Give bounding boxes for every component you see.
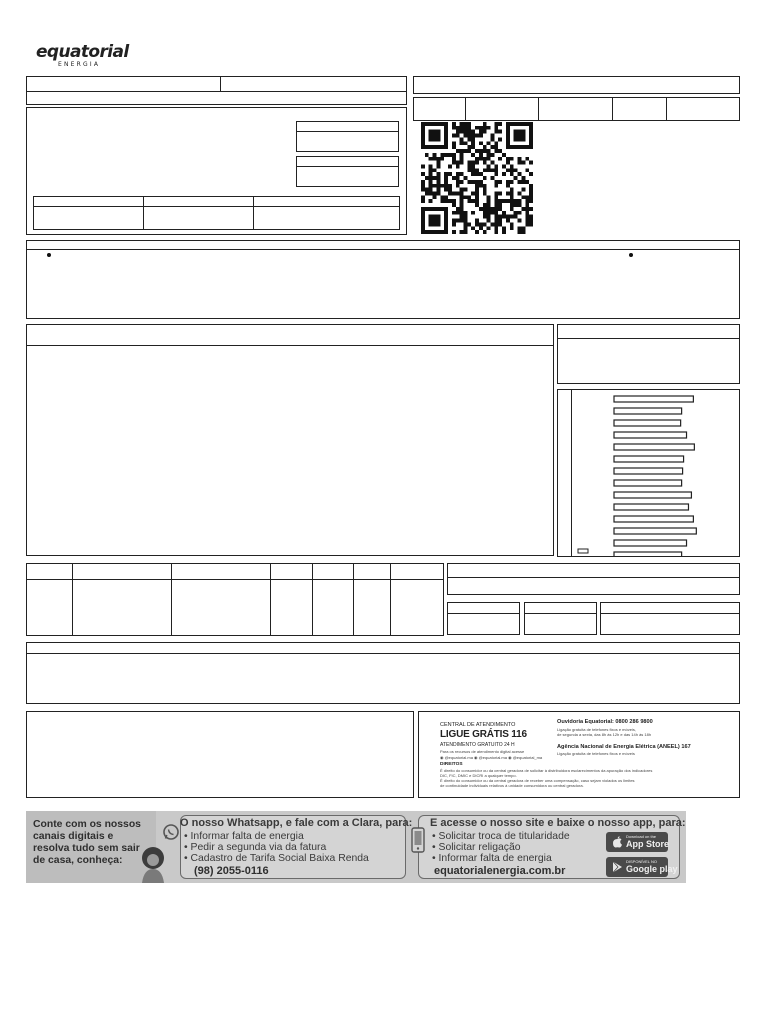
central-title: CENTRAL DE ATENDIMENTO: [440, 722, 516, 728]
social-handle-2[interactable]: @equatorial.ma: [478, 755, 507, 760]
history-bar: [614, 552, 682, 556]
whatsapp-item-3: • Cadastro de Tarifa Social Baixa Renda: [184, 853, 369, 864]
google-play-label: Google play: [626, 864, 678, 874]
reading-box-2: [296, 156, 399, 187]
history-bar: [614, 492, 691, 498]
billing-summary-table: [413, 97, 740, 121]
history-bar: [614, 516, 693, 522]
social-media-icon: ◉: [508, 755, 512, 760]
google-play-icon: [612, 861, 623, 873]
digital-channels-banner: [26, 811, 686, 883]
app-item-1: • Solicitar troca de titularidade: [432, 831, 570, 842]
social-media-icon: ◉: [440, 755, 444, 760]
ouvidoria-note-1: Ligação gratuita de telefones fixos e móveis,: [557, 727, 636, 732]
invoice-items-box: [26, 324, 554, 556]
social-links: [440, 755, 542, 760]
apple-icon: [612, 836, 623, 848]
history-bar: [614, 480, 682, 486]
quality-indicators-box: [447, 563, 740, 595]
logo-wordmark: equatorial: [36, 42, 129, 62]
measurement-table: [26, 563, 444, 636]
history-bar: [614, 420, 681, 426]
google-play-badge[interactable]: [606, 857, 678, 877]
aneel-title: Agência Nacional de Energia Elétrica (ANEEL) 167: [557, 744, 691, 750]
rights-line-2: DIC, FIC, DMIC e DICRI a qualquer tempo.: [440, 773, 517, 778]
app-store-badge[interactable]: [606, 832, 668, 852]
reading-box-1: [296, 121, 399, 152]
whatsapp-item-2: • Pedir a segunda via da fatura: [184, 842, 327, 853]
payment-slip-box: [26, 711, 414, 798]
ouvidoria-title: Ouvidoria Equatorial: 0800 286 9800: [557, 719, 653, 725]
social-handle-1[interactable]: @equatorial.ma: [444, 755, 473, 760]
history-bar: [614, 504, 688, 510]
pix-qr-code: [418, 122, 536, 234]
rights-title: DIREITOS: [440, 762, 463, 767]
history-bar: [614, 444, 694, 450]
rights-line-3: É direito do consumidor ou da central geradora de receber uma compensação, caso sejam violados os limites: [440, 778, 635, 783]
chart-legend-marker: [578, 549, 588, 553]
history-bar: [614, 396, 693, 402]
central-hours: ATENDIMENTO GRATUITO 24 H: [440, 742, 515, 748]
app-store-small: Download on the: [626, 834, 657, 839]
banner-lead-text: Conte com os nossos canais digitais e resolva tudo sem sair de casa, conheça:: [33, 819, 141, 866]
assistant-avatar-icon: [138, 845, 168, 883]
whatsapp-number[interactable]: (98) 2055-0116: [194, 865, 269, 877]
app-item-3: • Informar falta de energia: [432, 853, 552, 864]
due-date-box: [557, 324, 740, 384]
classification-table: [33, 196, 400, 230]
billing-header-box: [413, 76, 740, 94]
whatsapp-icon: [162, 823, 180, 841]
history-bar: [614, 408, 682, 414]
app-item-2: • Solicitar religação: [432, 842, 521, 853]
ouvidoria-note-2: de segunda a sexta, das 8h às 12h e das 14h às 18h: [557, 732, 652, 737]
aneel-note: Ligação gratuita de telefones fixos e móveis: [557, 751, 635, 756]
history-bar: [614, 540, 687, 546]
tax-box-1: [447, 602, 520, 635]
social-media-icon: ◉: [474, 755, 478, 760]
consumption-history-bars: [572, 390, 738, 556]
app-title: E acesse o nosso site e baixe o nosso app, para:: [430, 817, 686, 829]
bullet: [47, 253, 51, 257]
central-phone: LIGUE GRÁTIS 116: [440, 729, 527, 740]
tax-box-2: [524, 602, 597, 635]
app-store-label: App Store: [626, 839, 670, 849]
whatsapp-item-1: • Informar falta de energia: [184, 831, 304, 842]
messages-box: [26, 642, 740, 704]
history-bar: [614, 432, 687, 438]
bullet: [629, 253, 633, 257]
google-play-small: DISPONÍVEL NO: [626, 859, 657, 864]
company-logo: [36, 42, 129, 70]
history-bar: [614, 468, 683, 474]
history-bar: [614, 456, 684, 462]
rights-line-4: de continuidade individuais relativos à unidade consumidora ou central geradora.: [440, 783, 584, 788]
history-bar: [614, 528, 696, 534]
rights-line-1: É direito do consumidor ou da central geradora de solicitar à distribuidora esclarecimentos da apuração dos indicadores: [440, 768, 653, 773]
central-note: Para os recursos de atendimento digital acesse: [440, 749, 525, 754]
phone-icon: [410, 827, 426, 853]
tax-box-3: [600, 602, 740, 635]
logo-subtitle: ENERGIA: [58, 61, 101, 68]
notices-box: [26, 240, 740, 319]
website-link[interactable]: equatorialenergia.com.br: [434, 865, 566, 877]
social-handle-3[interactable]: @equatorial_ma: [512, 755, 543, 760]
whatsapp-title: O nosso Whatsapp, e fale com a Clara, para:: [180, 817, 413, 829]
